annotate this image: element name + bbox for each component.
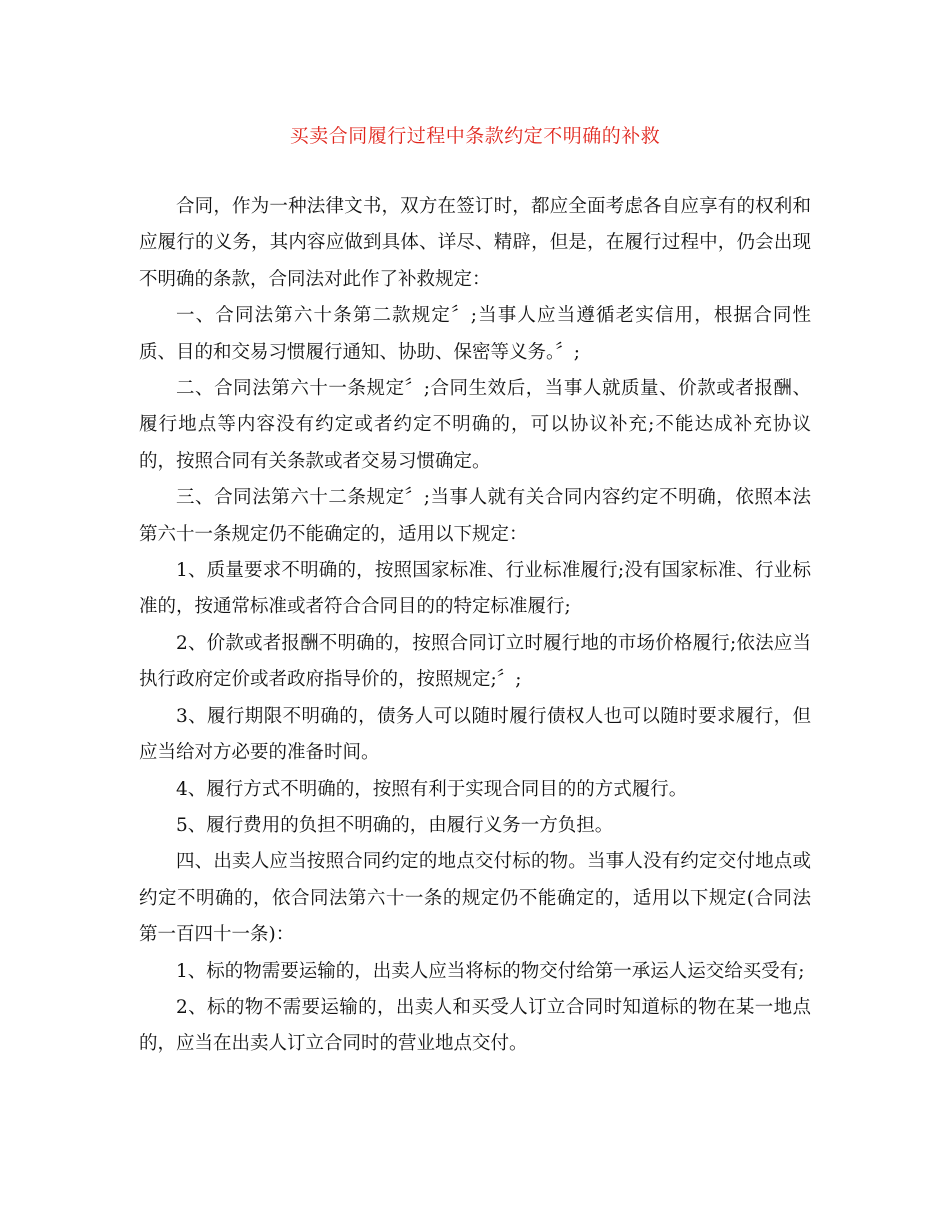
paragraph-intro: 合同，作为一种法律文书，双方在签订时，都应全面考虑各自应享有的权利和应履行的义务，其内容应做到具体、详尽、精辟，但是，在履行过程中，仍会出现不明确的条款，合同法对此作了补救规定： bbox=[139, 196, 811, 290]
paragraph-article-62: 三、合同法第六十二条规定〞;当事人就有关合同内容约定不明确，依照本法第六十一条规定仍不能确定的，适用以下规定： bbox=[139, 487, 811, 545]
paragraph-item-method: 4、履行方式不明确的，按照有利于实现合同目的的方式履行。 bbox=[176, 778, 688, 800]
paragraph-article-61: 二、合同法第六十一条规定〞;合同生效后，当事人就质量、价款或者报酬、履行地点等内容没有约定或者约定不明确的，可以协议补充;不能达成补充协议的，按照合同有关条款或者交易习惯确定。 bbox=[139, 378, 811, 472]
document-title: 买卖合同履行过程中条款约定不明确的补救 bbox=[289, 125, 661, 147]
paragraph-item-quality: 1、质量要求不明确的，按照国家标准、行业标准履行;没有国家标准、行业标准的，按通常标准或者符合合同目的的特定标准履行; bbox=[139, 560, 811, 618]
paragraph-delivery-location: 四、出卖人应当按照合同约定的地点交付标的物。当事人没有约定交付地点或约定不明确的，依合同法第六十一条的规定仍不能确定的，适用以下规定(合同法第一百四十一条)： bbox=[139, 851, 811, 946]
paragraph-item-deadline: 3、履行期限不明确的，债务人可以随时履行债权人也可以随时要求履行，但应当给对方必要的准备时间。 bbox=[139, 705, 811, 764]
paragraph-item-cost: 5、履行费用的负担不明确的，由履行义务一方负担。 bbox=[176, 814, 614, 836]
paragraph-item-no-transport: 2、标的物不需要运输的，出卖人和买受人订立合同时知道标的物在某一地点的，应当在出卖人订立合同时的营业地点交付。 bbox=[139, 996, 811, 1055]
paragraph-item-transport: 1、标的物需要运输的，出卖人应当将标的物交付给第一承运人运交给买受有; bbox=[176, 960, 805, 982]
document-body bbox=[139, 189, 811, 1063]
paragraph-article-60: 一、合同法第六十条第二款规定〞;当事人应当遵循老实信用，根据合同性质、目的和交易习惯履行通知、协助、保密等义务。〞; bbox=[139, 305, 811, 363]
paragraph-item-price: 2、价款或者报酬不明确的，按照合同订立时履行地的市场价格履行;依法应当执行政府定价或者政府指导价的，按照规定;〞; bbox=[139, 632, 811, 691]
